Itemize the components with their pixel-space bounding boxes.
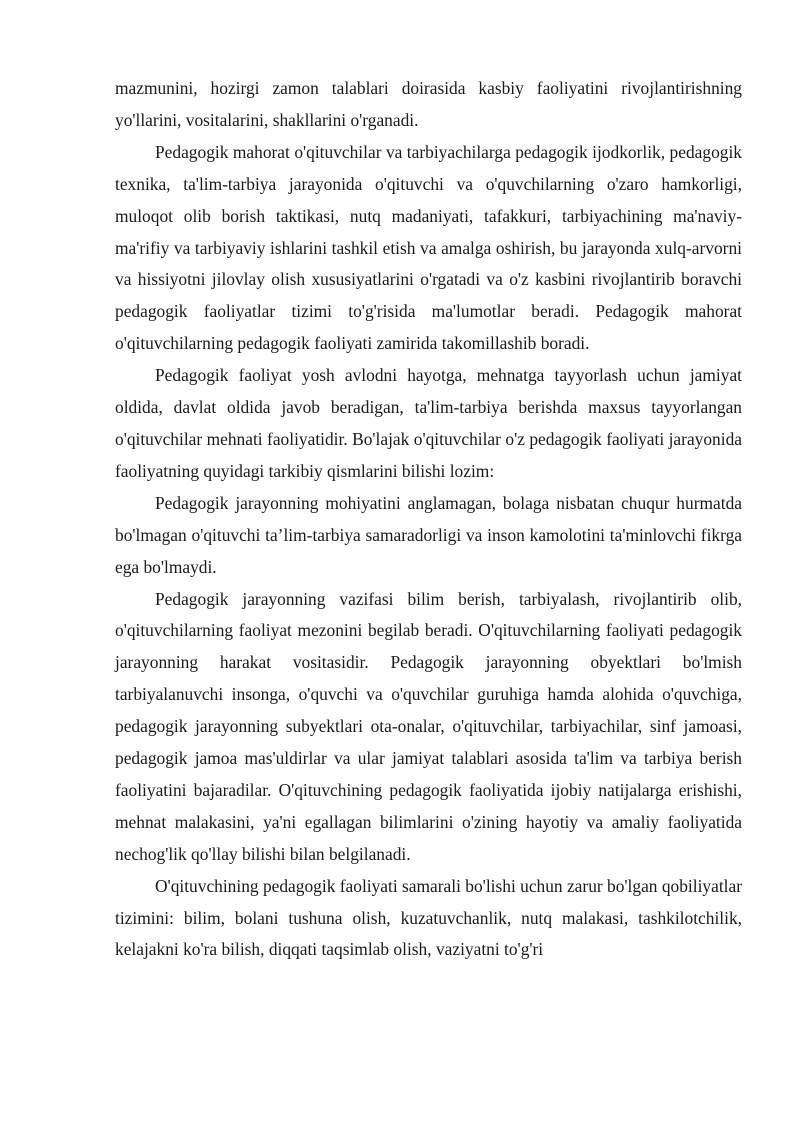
paragraph-continuation: mazmunini, hozirgi zamon talablari doirasida kasbiy faoliyatini rivojlantirishning yo'llarini, vositalarini, shakllarini o'rganadi. [115,78,742,130]
paragraph-pedagogical-activity: Pedagogik faoliyat yosh avlodni hayotga, mehnatga tayyorlash uchun jamiyat oldida, davlat oldida javob beradigan, ta'lim-tarbiya berishda maxsus tayyorlangan o'qituvchilar mehnati faoliyatidir. Bo'lajak o'qituvchilar o'z pedagogik faoliyati jarayonida faoliyatning quyidagi tarkibiy qismlarini bilishi lozim: [115,365,742,481]
paragraph-pedagogical-mastery: Pedagogik mahorat o'qituvchilar va tarbiyachilarga pedagogik ijodkorlik, pedagogik texnika, ta'lim-tarbiya jarayonida o'qituvchi va o'quvchilarning o'zaro hamkorligi, muloqot olib borish taktikasi, nutq madaniyati, tafakkuri, tarbiyachining ma'naviy-ma'rifiy va tarbiyaviy ishlarini tashkil etish va amalga oshirish, bu jarayonda xulq-arvorni va hissiyotni jilovlay olish xususiyatlarini o'rgatadi va o'z kasbini rivojlantirib boravchi pedagogik faoliyatlar tizimi to'g'risida ma'lumotlar beradi. Pedagogik mahorat o'qituvchilarning pedagogik faoliyati zamirida takomillashib boradi. [115,141,742,354]
document-page [115,73,742,966]
paragraph-process-essence: Pedagogik jarayonning mohiyatini anglamagan, bolaga nisbatan chuqur hurmatda bo'lmagan o'qituvchi ta’lim-tarbiya samaradorligi va inson kamolotini ta'minlovchi fikrga ega bo'lmaydi. [115,492,742,577]
paragraph-teacher-abilities: O'qituvchining pedagogik faoliyati samarali bo'lishi uchun zarur bo'lgan qobiliyatlar tizimini: bilim, bolani tushuna olish, kuzatuvchanlik, nutq malakasi, tashkilotchilik, kelajakni ko'ra bilish, diqqati taqsimlab olish, vaziyatni to'g'ri [115,875,743,960]
paragraph-process-task: Pedagogik jarayonning vazifasi bilim berish, tarbiyalash, rivojlantirib olib, o'qituvchilarning faoliyat mezonini begilab beradi. O'qituvchilarning faoliyati pedagogik jarayonning harakat vositasidir. Pedagogik jarayonning obyektlari bo'lmish tarbiyalanuvchi insonga, o'quvchi va o'quvchilar guruhiga hamda alohida o'quvchiga, pedagogik jarayonning subyektlari ota-onalar, o'qituvchilar, tarbiyachilar, sinf jamoasi, pedagogik jamoa mas'uldirlar va ular jamiyat talablari asosida ta'lim va tarbiya berish faoliyatini bajaradilar. O'qituvchining pedagogik faoliyatida ijobiy natijalarga erishishi, mehnat malakasini, ya'ni egallagan bilimlarini o'zining hayotiy va amaliy faoliyatida nechog'lik qo'llay bilishi bilan belgilanadi. [115,588,742,864]
